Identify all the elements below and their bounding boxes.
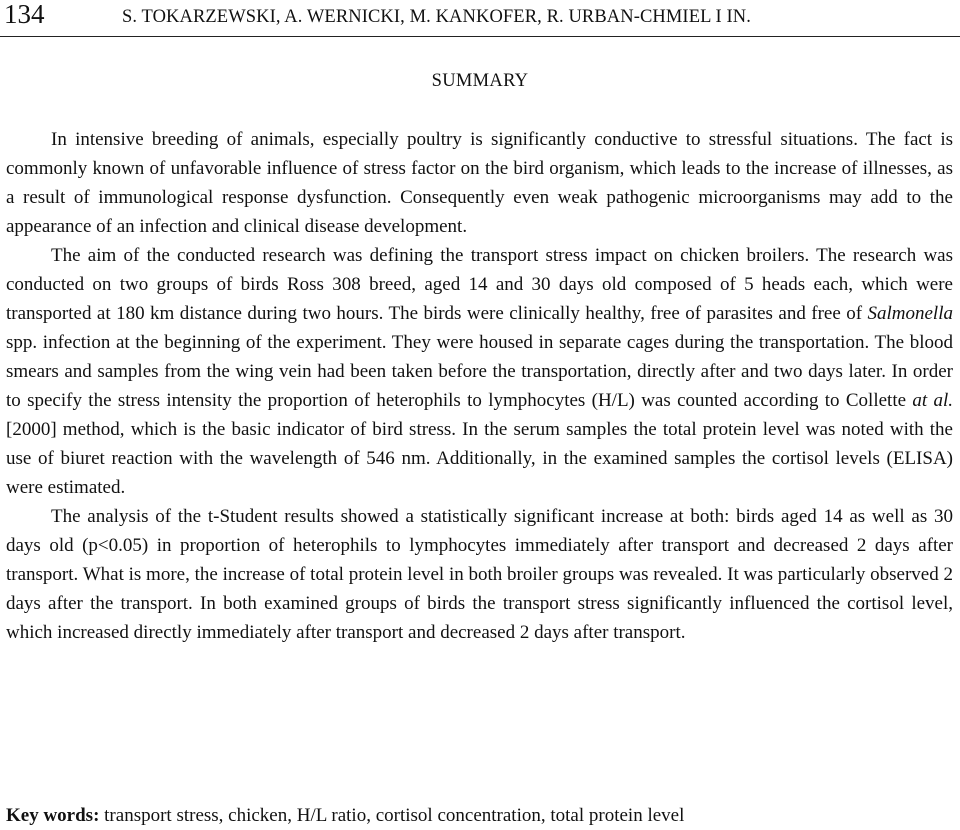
keywords-text: transport stress, chicken, H/L ratio, cortisol concentration, total protein level [99,805,685,826]
page-number: 134 [4,0,45,29]
paragraph-2-text-c: [2000] method, which is the basic indicator of bird stress. In the serum samples the total protein level was noted with the use of biuret reaction with the wavelength of 546 nm. Additionally, in the examined samples the cortisol levels (ELISA) were estimated. [6,419,953,498]
paragraph-2-text-a: The aim of the conducted research was defining the transport stress impact on chicken broilers. The research was conducted on two groups of birds Ross 308 breed, aged 14 and 30 days old composed of 5 heads each, which were transported at 180 km distance during two hours. The birds were clinically healthy, free of parasites and free of [6,245,953,324]
keywords-label: Key words: [6,805,100,826]
paragraph-2-text-b: spp. infection at the beginning of the experiment. They were housed in separate cages during the transportation. The blood smears and samples from the wing vein had been taken before the transportation, directly after and two days later. In order to specify the stress intensity the proportion of heterophils to lymphocytes (H/L) was counted according to Collette [6,332,953,411]
page-header [0,0,960,37]
salmonella-italic: Salmonella [867,303,953,324]
keywords-line [6,801,953,830]
et-al-italic: at al. [912,390,953,411]
summary-body [6,125,953,647]
summary-paragraph-1: In intensive breeding of animals, especially poultry is significantly conductive to stressful situations. The fact is commonly known of unfavorable influence of stress factor on the bird organism, which leads to the increase of illnesses, as a result of immunological response dysfunction. Consequently even weak pathogenic microorganisms may add to the appearance of an infection and clinical disease development. [6,129,953,237]
summary-heading: SUMMARY [431,71,529,91]
running-head-authors: S. TOKARZEWSKI, A. WERNICKI, M. KANKOFER, R. URBAN-CHMIEL I IN. [122,7,751,27]
summary-paragraph-3: The analysis of the t-Student results showed a statistically significant increase at both: birds aged 14 as well as 30 days old (p<0.05) in proportion of heterophils to lymphocytes immediately after transport and decreased 2 days after transport. What is more, the increase of total protein level in both broiler groups was revealed. It was particularly observed 2 days after the transport. In both examined groups of birds the transport stress significantly influenced the cortisol level, which increased directly immediately after transport and decreased 2 days after transport. [6,506,953,643]
summary-paragraph-2 [6,241,953,502]
